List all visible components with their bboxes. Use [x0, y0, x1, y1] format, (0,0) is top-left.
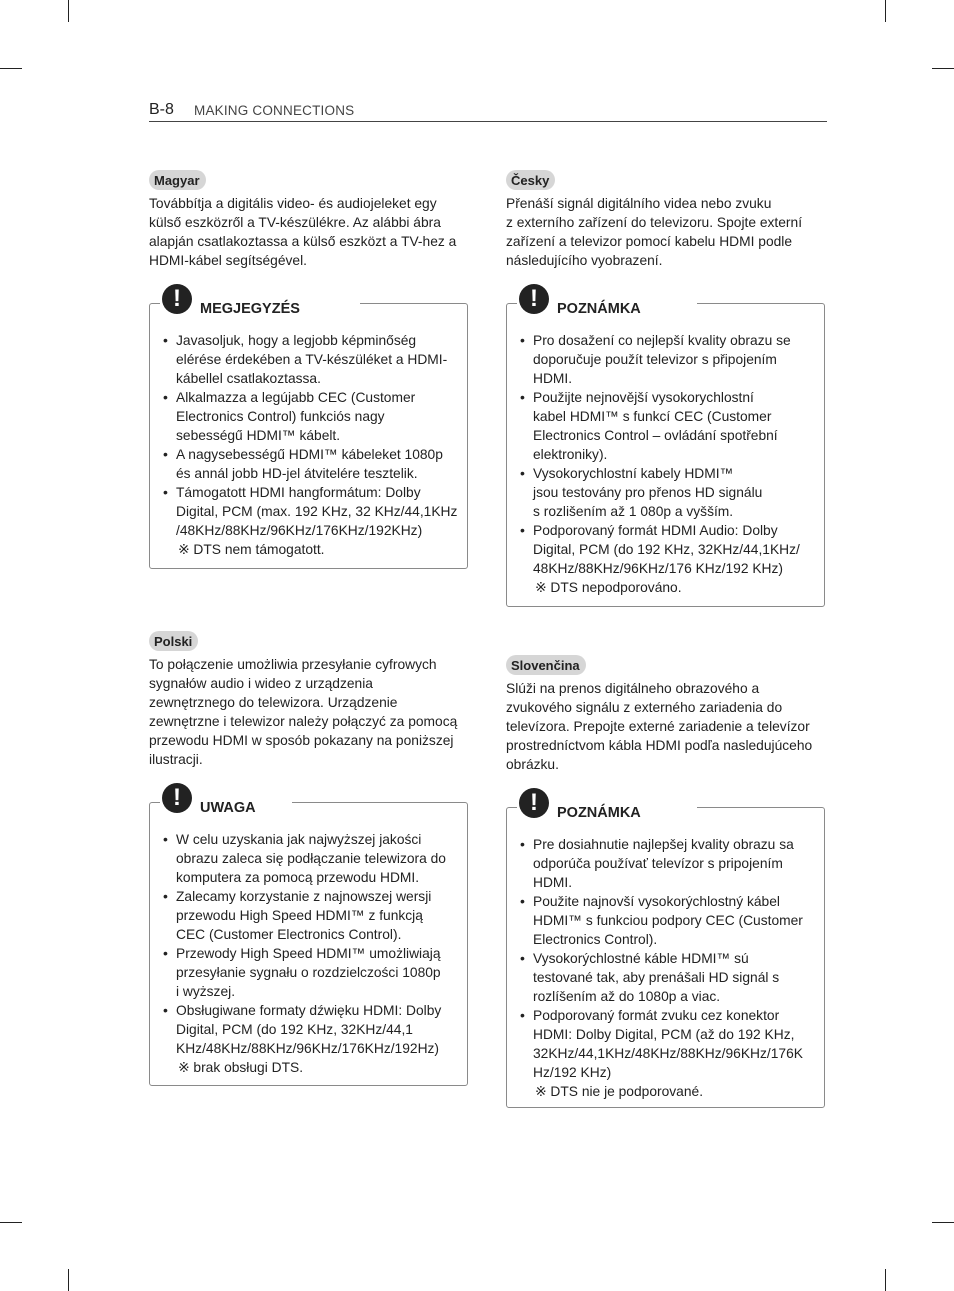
crop-mark — [0, 68, 22, 69]
page-header-title: MAKING CONNECTIONS — [194, 103, 355, 118]
list-item: • Pre dosiahnutie najlepšej kvality obrazu sa odporúča používať televízor s pripojením HDMI. — [507, 835, 818, 892]
intro-text: To połączenie umożliwia przesyłanie cyfrowych sygnałów audio i wideo z urządzenia zewnętrznego do telewizora. Urządzenie zewnętrzne i telewizor należy połączyć za pomocą przewodu HDMI w sposób pokazany na poniższej ilustracji. — [149, 657, 458, 767]
list-item: • Vysokorýchlostné káble HDMI™ sú testované tak, aby prenášali HD signál s rozlíšením až do 1080p a viac. — [507, 949, 818, 1006]
language-tag: Magyar — [149, 170, 206, 190]
exclamation-icon: ! — [162, 284, 192, 314]
list-item: • Zalecamy korzystanie z najnowszej wersji przewodu High Speed HDMI™ z funkcją CEC (Customer Electronics Control). — [150, 887, 461, 944]
note-remark: ※ DTS nem támogatott. — [178, 542, 325, 557]
exclamation-icon: ! — [519, 284, 549, 314]
list-item: • Obsługiwane formaty dźwięku HDMI: Dolby Digital, PCM (do 192 KHz, 32KHz/44,1 KHz/48KHz/88KHz/96KHz/176KHz/192Hz) — [150, 1001, 461, 1058]
list-item: • Vysokorychlostní kabely HDMI™ jsou testovány pro přenos HD signálu s rozlišením až 1 080p a vyšším. — [507, 464, 818, 521]
note-box — [506, 285, 825, 607]
intro-text: Přenáší signál digitálního videa nebo zvuku z externího zařízení do televizoru. Spojte externí zařízení a televizor pomocí kabelu HDMI podle následujícího vyobrazení. — [506, 196, 803, 268]
note-title: MEGJEGYZÉS — [200, 301, 300, 317]
note-header — [517, 280, 697, 320]
crop-mark — [932, 1222, 954, 1223]
note-remark: ※ DTS nie je podporované. — [535, 1084, 704, 1099]
section-slovak — [506, 655, 828, 774]
language-tag: Slovenčina — [506, 655, 586, 675]
page-number: B-8 — [149, 101, 174, 118]
intro-text: Továbbítja a digitális video- és audiojeleket egy külső eszközről a TV-készülékre. Az alábbi ábra alapján csatlakoztassa a külső eszközt a TV-hez a HDMI-kábel segítségével. — [149, 196, 457, 268]
note-title: POZNÁMKA — [557, 805, 641, 821]
note-title: UWAGA — [200, 800, 256, 816]
list-item: • A nagysebességű HDMI™ kábeleket 1080p és annál jobb HD-jel átvitelére tesztelik. — [150, 445, 461, 483]
note-list — [507, 835, 818, 1082]
crop-mark — [0, 1222, 22, 1223]
list-item: • Podporovaný formát HDMI Audio: Dolby Digital, PCM (do 192 KHz, 32KHz/44,1KHz/ 48KHz/88KHz/96KHz/176 KHz/192 KHz) — [507, 521, 818, 578]
section-hungarian — [149, 170, 471, 270]
note-header — [160, 779, 292, 819]
list-item: • Javasoljuk, hogy a legjobb képminőség elérése érdekében a TV-készüléket a HDMI- kábellel csatlakoztassa. — [150, 331, 461, 388]
list-item: • Támogatott HDMI hangformátum: Dolby Digital, PCM (max. 192 KHz, 32 KHz/44,1KHz /48KHz/88KHz/96KHz/176KHz/192KHz) — [150, 483, 461, 540]
crop-mark — [885, 1269, 886, 1291]
note-header — [517, 784, 697, 824]
note-box — [149, 784, 468, 1086]
note-list — [507, 331, 818, 578]
section-polish — [149, 631, 471, 769]
list-item: • Použijte nejnovější vysokorychlostní kabel HDMI™ s funkcí CEC (Customer Electronics Control – ovládání spotřební elektroniky). — [507, 388, 818, 464]
crop-mark — [932, 68, 954, 69]
note-title: POZNÁMKA — [557, 301, 641, 317]
exclamation-icon: ! — [519, 788, 549, 818]
header-divider — [149, 121, 827, 122]
list-item: • Podporovaný formát zvuku cez konektor HDMI: Dolby Digital, PCM (až do 192 KHz, 32KHz/44,1KHz/48KHz/88KHz/96KHz/176K Hz/192 KHz) — [507, 1006, 818, 1082]
intro-text: Slúži na prenos digitálneho obrazového a zvukového signálu z externého zariadenia do televízora. Prepojte externé zariadenie a televízor prostredníctvom kábla HDMI podľa nasledujúceho obrázku. — [506, 681, 813, 772]
note-header — [160, 280, 360, 320]
note-box — [506, 789, 825, 1108]
list-item: • Przewody High Speed HDMI™ umożliwiają przesyłanie sygnału o rozdzielczości 1080p i wyższej. — [150, 944, 461, 1001]
list-item: • Použite najnovší vysokorýchlostný kábel HDMI™ s funkciou podpory CEC (Customer Electronics Control). — [507, 892, 818, 949]
list-item: • Alkalmazza a legújabb CEC (Customer Electronics Control) funkciós nagy sebességű HDMI™ kábelt. — [150, 388, 461, 445]
crop-mark — [885, 0, 886, 22]
list-item: • Pro dosažení co nejlepší kvality obrazu se doporučuje použít televizor s připojením HDMI. — [507, 331, 818, 388]
note-list — [150, 331, 461, 540]
language-tag: Polski — [149, 631, 198, 651]
section-czech — [506, 170, 828, 270]
note-box — [149, 285, 468, 569]
language-tag: Česky — [506, 170, 555, 190]
exclamation-icon: ! — [162, 783, 192, 813]
note-remark: ※ DTS nepodporováno. — [535, 580, 682, 595]
note-remark: ※ brak obsługi DTS. — [178, 1060, 304, 1075]
crop-mark — [68, 0, 69, 22]
note-list — [150, 830, 461, 1058]
crop-mark — [68, 1269, 69, 1291]
list-item: • W celu uzyskania jak najwyższej jakości obrazu zaleca się podłączanie telewizora do komputera za pomocą przewodu HDMI. — [150, 830, 461, 887]
